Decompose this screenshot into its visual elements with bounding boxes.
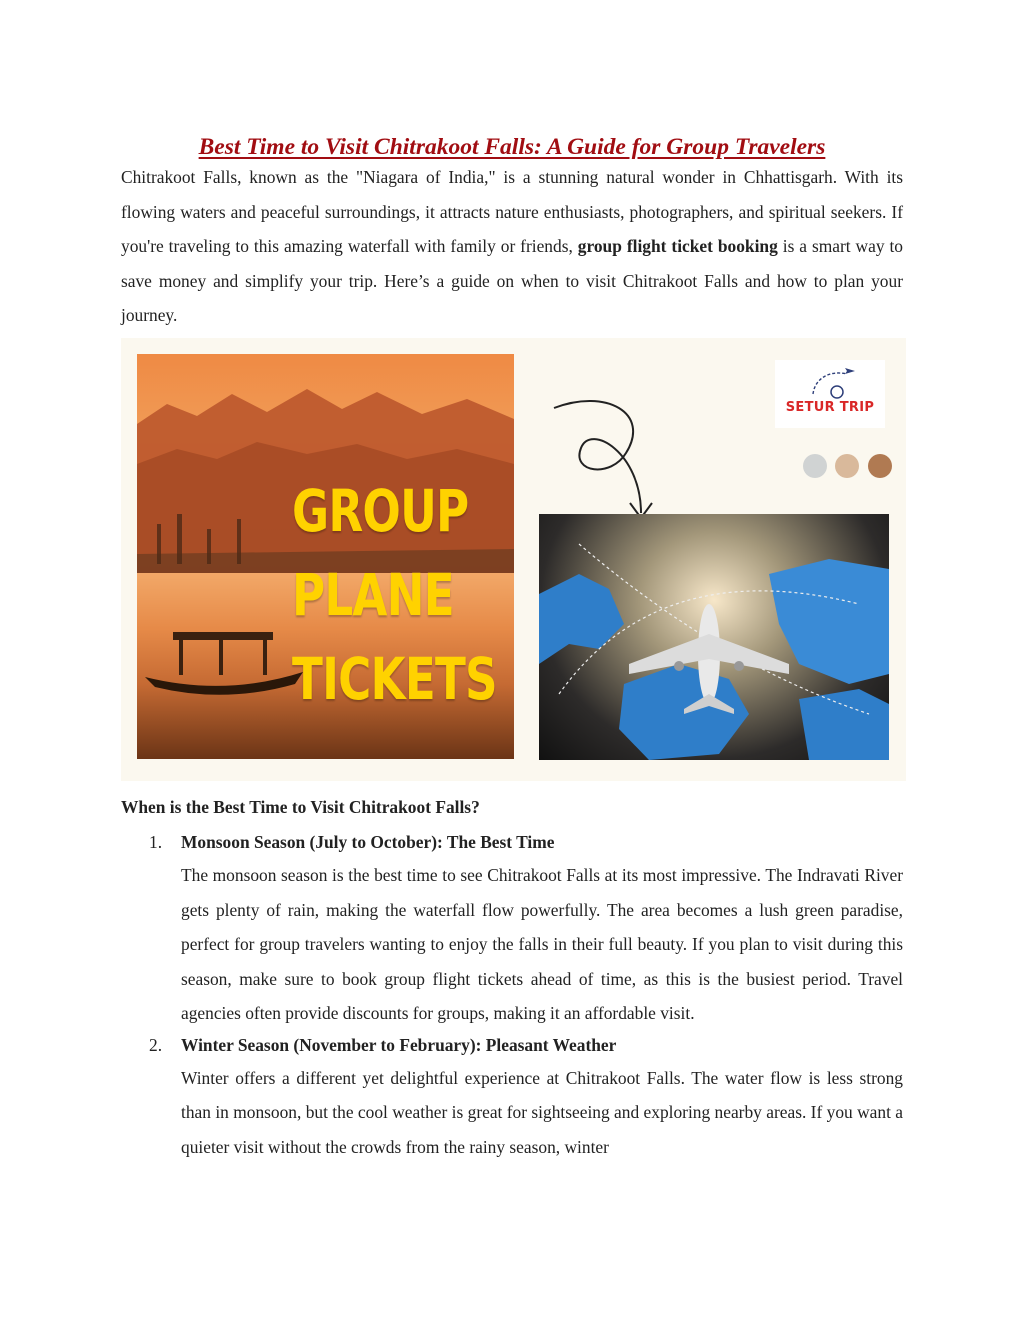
- banner-headline: [292, 469, 497, 721]
- season-description: The monsoon season is the best time to see Chitrakoot Falls at its most impressive. The Indravati River gets plenty of rain, making the waterfall flow powerfully. The area becomes a lush green paradise, perfect for group travelers wanting to enjoy the falls in their full beauty. If you plan to visit during this season, make sure to book group flight tickets ahead of time, as this is the busiest period. Travel agencies often provide discounts for groups, making it an affordable visit.: [181, 865, 903, 1023]
- season-number: 1.: [149, 832, 163, 852]
- boat-icon: [145, 622, 305, 712]
- season-description: Winter offers a different yet delightful experience at Chitrakoot Falls. The water flow is less strong than in monsoon, but the cool weather is great for sightseeing and exploring nearby areas. If you want a quieter visit without the crowds from the rainy season, winter: [181, 1067, 903, 1157]
- world-map-icon: [539, 514, 889, 760]
- intro-text-start: Chitrakoot Falls, known as the "Niagara of India," is a stunning natural wonder in Chhattisgarh. With its flowing waters and peaceful surroundings, it attracts nature enthusiasts, photographers, and spiritual seekers. If you're traveling to this amazing waterfall with family or friends,: [121, 167, 903, 256]
- logo-text: SETUR TRIP: [785, 400, 875, 415]
- headline-line-plane: PLANE: [292, 561, 454, 629]
- color-dot-beige: [835, 454, 859, 478]
- intro-paragraph: [121, 160, 903, 333]
- season-title: Winter Season (November to February): Pleasant Weather: [181, 1034, 617, 1055]
- lake-photo: [137, 354, 514, 759]
- seasons-list: [121, 828, 903, 1164]
- intro-text-end: is a smart way to save money and simplify your trip. Here’s a guide on when to visit Chitrakoot Falls and how to plan your journey.: [121, 236, 903, 325]
- logo-globe-icon: [775, 360, 885, 402]
- season-item-winter: [121, 1031, 903, 1165]
- intro-bold-phrase: group flight ticket booking: [577, 236, 778, 256]
- season-title: Monsoon Season (July to October): The Best Time: [181, 832, 555, 852]
- setur-trip-logo: [775, 360, 885, 428]
- season-item-monsoon: [121, 828, 903, 1031]
- banner-image: [121, 338, 906, 781]
- page-title: Best Time to Visit Chitrakoot Falls: A Guide for Group Travelers: [198, 133, 826, 160]
- color-dot-brown: [868, 454, 892, 478]
- color-dot-grey: [803, 454, 827, 478]
- season-number: 2.: [149, 1034, 163, 1055]
- headline-line-group: GROUP: [292, 477, 469, 545]
- headline-line-tickets: TICKETS: [292, 645, 497, 713]
- section-heading: When is the Best Time to Visit Chitrakoot Falls?: [121, 797, 480, 817]
